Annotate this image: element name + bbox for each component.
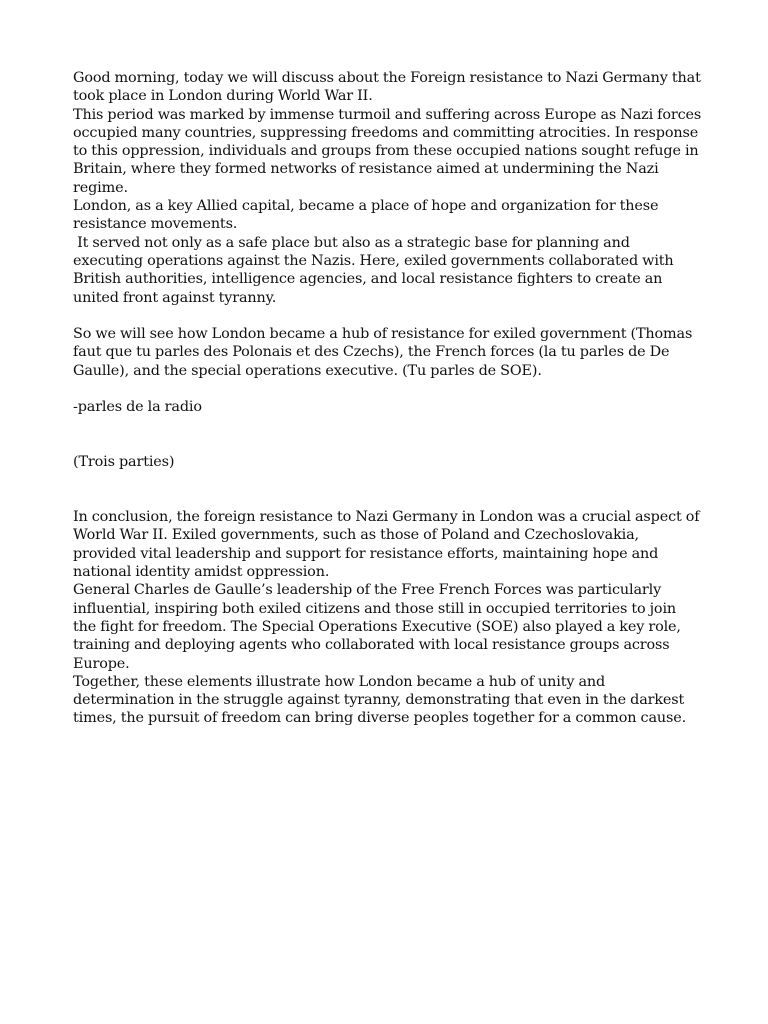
blank-line [73,472,703,490]
radio-note: -parles de la radio [73,399,202,416]
blank-line [73,417,703,435]
blank-line [73,307,703,325]
blank-line [73,490,703,508]
intro-paragraph-2: This period was marked by immense turmoil and suffering across Europe as Nazi forces occupied many countries, suppressing freedoms and committing atrocities. In response to this oppression, individuals and groups from these occupied nations sought refuge in Britain, where they formed networks of resistance aimed at undermining the Nazi regime. [73,106,706,196]
blank-line [73,435,703,453]
plan-paragraph: So we will see how London became a hub of resistance for exiled government (Thomas faut que tu parles des Polonais et des Czechs), the French forces (la tu parles de De Gaulle), and the special operations executive. (Tu parles de SOE). [73,326,697,379]
intro-paragraph-4: It served not only as a safe place but also as a strategic base for planning and executing operations against the Nazis. Here, exiled governments collaborated with British authorities, intelligence agencies, and local resistance fighters to create an united front against tyranny. [73,234,678,306]
conclusion-paragraph-3: Together, these elements illustrate how London became a hub of unity and determination in the struggle against tyranny, demonstrating that even in the darkest times, the pursuit of freedom can bring diverse peoples together for a common cause. [73,673,689,727]
intro-paragraph-3: London, as a key Allied capital, became a place of hope and organization for these resistance movements. [73,198,663,233]
blank-line [73,380,703,398]
conclusion-paragraph-2: General Charles de Gaulle’s leadership of the Free French Forces was particularly influential, inspiring both exiled citizens and those still in occupied territories to join the fight for freedom. The Special Operations Executive (SOE) also played a key role, training and deploying agents who collaborated with local resistance groups across Europe. [73,582,685,672]
document-page [73,69,706,728]
parts-note: (Trois parties) [73,454,175,471]
conclusion-paragraph-1: In conclusion, the foreign resistance to Nazi Germany in London was a crucial aspect of World War II. Exiled governments, such as those of Poland and Czechoslovakia, provided vital leadership and support for resistance efforts, maintaining hope and national identity amidst oppression. [73,509,704,581]
intro-paragraph-1: Good morning, today we will discuss about the Foreign resistance to Nazi Germany that took place in London during World War II. [73,70,705,105]
